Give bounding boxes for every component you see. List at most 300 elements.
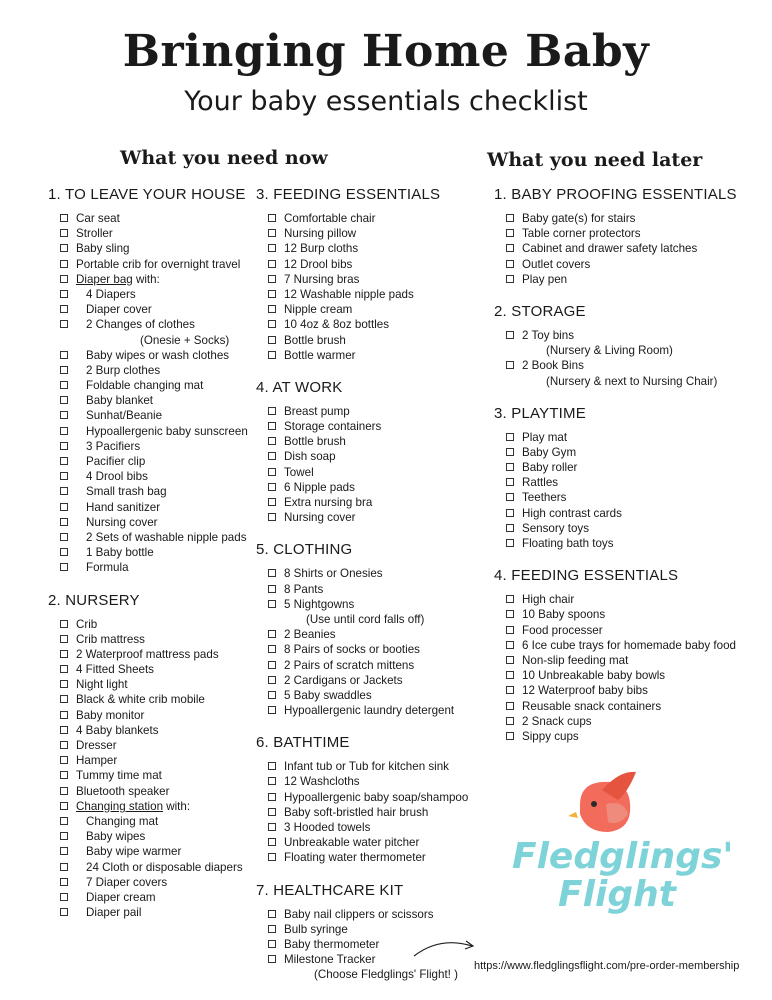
checklist-item[interactable]: [256, 449, 468, 464]
checkbox[interactable]: [60, 771, 68, 779]
checkbox[interactable]: [268, 630, 276, 638]
checklist-item[interactable]: [48, 723, 248, 738]
checkbox[interactable]: [268, 214, 276, 222]
checklist-item[interactable]: [256, 272, 468, 287]
checkbox[interactable]: [506, 595, 514, 603]
item-note: (Nursery & Living Room): [546, 344, 673, 358]
checklist-item-label: Sippy cups: [522, 729, 579, 743]
checklist-item[interactable]: [256, 404, 468, 419]
checklist-item[interactable]: [48, 677, 248, 692]
checklist-item[interactable]: [48, 393, 248, 408]
checkbox[interactable]: [506, 656, 514, 664]
checklist-item-label: Play pen: [522, 272, 568, 286]
checkbox[interactable]: [268, 513, 276, 521]
checklist-item[interactable]: [494, 506, 737, 521]
checklist-item[interactable]: [48, 560, 248, 575]
checkbox[interactable]: [506, 229, 514, 237]
checklist-item[interactable]: [494, 211, 737, 226]
checklist-item[interactable]: [48, 784, 248, 799]
checkbox[interactable]: [268, 452, 276, 460]
checklist-item[interactable]: [494, 358, 737, 373]
checklist-item-label: Sunhat/Beanie: [86, 409, 163, 423]
checkbox[interactable]: [268, 569, 276, 577]
checklist-item[interactable]: [48, 875, 248, 890]
checklist-item-label: 2 Book Bins: [522, 359, 584, 373]
checklist-item[interactable]: [48, 829, 248, 844]
checkbox[interactable]: [268, 661, 276, 669]
checkbox[interactable]: [60, 893, 68, 901]
checkbox[interactable]: [268, 940, 276, 948]
checkbox[interactable]: [268, 275, 276, 283]
checklist-item[interactable]: [48, 287, 248, 302]
section-title: 1. TO LEAVE YOUR HOUSE: [48, 186, 246, 203]
checklist-item-label: Black & white crib mobile: [76, 693, 205, 707]
checklist-item[interactable]: [256, 922, 468, 937]
checklist-item[interactable]: [256, 627, 468, 642]
checklist-item-label: [76, 273, 160, 286]
checkbox[interactable]: [60, 832, 68, 840]
checklist-item-label: Food processer: [522, 623, 603, 637]
checkbox[interactable]: [268, 706, 276, 714]
checkbox[interactable]: [268, 585, 276, 593]
footer-url-link[interactable]: https://www.fledglingsflight.com/pre-order-membership: [474, 960, 740, 972]
logo-line-2: Flight: [558, 874, 676, 915]
checklist-item-label: Diaper cover: [86, 303, 152, 317]
checklist-item-label: 3 Pacifiers: [86, 439, 141, 453]
checkbox[interactable]: [60, 503, 68, 511]
checklist: [256, 404, 468, 526]
checklist-item-label: Hand sanitizer: [86, 500, 161, 514]
checklist-item[interactable]: [256, 465, 468, 480]
checklist-item-label: Storage containers: [284, 420, 382, 434]
checklist-item-label: Floating bath toys: [522, 537, 614, 550]
checkbox[interactable]: [506, 260, 514, 268]
checklist-item[interactable]: [48, 647, 248, 662]
checkbox[interactable]: [60, 260, 68, 268]
checkbox[interactable]: [60, 620, 68, 628]
checkbox[interactable]: [60, 396, 68, 404]
checkbox[interactable]: [268, 351, 276, 359]
checklist-item[interactable]: [48, 317, 248, 332]
checklist-item-label: Play mat: [522, 430, 568, 444]
checklist-item-label: Non-slip feeding mat: [522, 653, 629, 667]
checklist-item[interactable]: [48, 545, 248, 560]
checkbox[interactable]: [268, 437, 276, 445]
checklist-item[interactable]: [48, 439, 248, 454]
checkbox[interactable]: [60, 756, 68, 764]
checklist-item[interactable]: [256, 790, 468, 805]
checklist-item-label: Infant tub or Tub for kitchen sink: [284, 760, 449, 774]
section-title: 3. PLAYTIME: [494, 404, 586, 422]
checklist-item[interactable]: [48, 799, 248, 814]
checklist-item[interactable]: [48, 378, 248, 393]
checkbox[interactable]: [60, 533, 68, 541]
checklist-item-label: 8 Shirts or Onesies: [284, 567, 383, 581]
checklist-item-label: Bottle brush: [284, 333, 346, 347]
checkbox[interactable]: [268, 955, 276, 963]
checklist-item[interactable]: [494, 536, 737, 551]
section-title: 2. STORAGE: [494, 302, 586, 320]
checklist-item[interactable]: [494, 714, 737, 729]
column-need-later: [494, 186, 737, 744]
checklist-item[interactable]: [48, 860, 248, 875]
checkbox[interactable]: [506, 361, 514, 369]
checklist-item[interactable]: [48, 738, 248, 753]
checklist-item[interactable]: [494, 460, 737, 475]
checklist-item[interactable]: [494, 729, 737, 744]
checklist-item-label: Nursing pillow: [284, 227, 357, 241]
checkbox[interactable]: [506, 478, 514, 486]
checklist-item-label: Night light: [76, 678, 128, 692]
checkbox[interactable]: [268, 407, 276, 415]
checklist-item-label: 6 Ice cube trays for homemade baby food: [522, 638, 736, 652]
checklist-item[interactable]: [494, 328, 737, 343]
checkbox[interactable]: [60, 518, 68, 526]
checklist-item[interactable]: [256, 302, 468, 317]
checklist-item[interactable]: [256, 774, 468, 789]
checklist-item-label: Stroller: [76, 227, 113, 241]
checkbox[interactable]: [268, 229, 276, 237]
checklist-item[interactable]: [48, 454, 248, 469]
checklist-item-label: 8 Pairs of socks or booties: [284, 643, 420, 657]
checklist-item-label: 4 Baby blankets: [76, 723, 159, 737]
checkbox[interactable]: [506, 509, 514, 517]
checklist-item[interactable]: [494, 683, 737, 698]
checkbox[interactable]: [506, 626, 514, 634]
checklist-item-label: Nipple cream: [284, 303, 353, 317]
checklist-item-label: 5 Baby swaddles: [284, 688, 372, 702]
checkbox[interactable]: [506, 702, 514, 710]
checklist-item[interactable]: [48, 302, 248, 317]
section-title: 7. HEALTHCARE KIT: [256, 881, 404, 899]
checklist-item[interactable]: [48, 692, 248, 707]
checkbox[interactable]: [60, 351, 68, 359]
checklist-item[interactable]: [256, 759, 468, 774]
checkbox[interactable]: [60, 214, 68, 222]
checklist-item[interactable]: [494, 257, 737, 272]
checkbox[interactable]: [268, 422, 276, 430]
checklist-item-label: Baby gate(s) for stairs: [522, 212, 636, 225]
checklist-item[interactable]: [256, 419, 468, 434]
section-title: 6. BATHTIME: [256, 734, 350, 752]
checklist-item-label: 4 Diapers: [86, 287, 136, 301]
checklist-item[interactable]: [256, 333, 468, 348]
checkbox[interactable]: [60, 726, 68, 734]
checklist-item-label: 12 Drool bibs: [284, 257, 353, 271]
checkbox[interactable]: [60, 275, 68, 283]
checklist-item[interactable]: [494, 226, 737, 241]
checklist-item[interactable]: [48, 814, 248, 829]
checklist-item[interactable]: [494, 475, 737, 490]
checkbox[interactable]: [506, 463, 514, 471]
checkbox[interactable]: [506, 493, 514, 501]
checkbox[interactable]: [60, 563, 68, 571]
checklist-item-label: Baby Gym: [522, 445, 577, 459]
checklist-item-label: Tummy time mat: [76, 769, 162, 783]
checklist-item[interactable]: [256, 434, 468, 449]
checklist-item-label: 2 Changes of clothes: [86, 318, 195, 332]
checklist-item-label: Baby wipe warmer: [86, 845, 182, 859]
checkbox[interactable]: [268, 691, 276, 699]
checkbox[interactable]: [60, 878, 68, 886]
checkbox[interactable]: [268, 808, 276, 816]
checklist-item[interactable]: [256, 257, 468, 272]
checklist-item-label: 12 Washcloths: [284, 775, 360, 789]
checkbox[interactable]: [60, 366, 68, 374]
checklist-item[interactable]: [48, 617, 248, 632]
checkbox[interactable]: [268, 793, 276, 801]
checklist-item-label: Bluetooth speaker: [76, 784, 170, 798]
checkbox[interactable]: [60, 442, 68, 450]
checklist-item-label: 6 Nipple pads: [284, 480, 355, 494]
checklist-item[interactable]: [48, 211, 248, 226]
logo-line-1: Fledglings': [512, 836, 734, 877]
checklist-item[interactable]: [494, 668, 737, 683]
item-note: (Use until cord falls off): [306, 612, 425, 626]
checklist-item[interactable]: [256, 658, 468, 673]
checkbox[interactable]: [60, 548, 68, 556]
checklist-item-label: Towel: [284, 465, 314, 479]
checklist: [256, 759, 468, 865]
checkbox[interactable]: [60, 320, 68, 328]
checklist-item[interactable]: [48, 753, 248, 768]
checkbox[interactable]: [60, 802, 68, 810]
checkbox[interactable]: [268, 910, 276, 918]
checklist-item[interactable]: [494, 653, 737, 668]
checklist-item-label: Formula: [86, 561, 129, 575]
checkbox[interactable]: [506, 524, 514, 532]
checklist-item[interactable]: [48, 890, 248, 905]
column-need-now-left: [48, 186, 248, 920]
item-note: (Nursery & next to Nursing Chair): [546, 374, 718, 388]
section-title: 5. CLOTHING: [256, 541, 353, 559]
checkbox[interactable]: [268, 600, 276, 608]
checkbox[interactable]: [506, 717, 514, 725]
checklist-item[interactable]: [494, 592, 737, 607]
checklist-item[interactable]: [494, 241, 737, 256]
checklist-item[interactable]: [48, 469, 248, 484]
checkbox[interactable]: [506, 433, 514, 441]
checklist-item[interactable]: [48, 768, 248, 783]
checkbox[interactable]: [506, 686, 514, 694]
checkbox[interactable]: [506, 214, 514, 222]
checklist-item[interactable]: [256, 688, 468, 703]
checkbox[interactable]: [268, 483, 276, 491]
checkbox[interactable]: [268, 498, 276, 506]
checklist-item[interactable]: [494, 638, 737, 653]
checklist-item-label: 5 Nightgowns: [284, 597, 355, 611]
checklist-item-label: Table corner protectors: [522, 227, 641, 241]
checkbox[interactable]: [60, 472, 68, 480]
checklist-item-label: Teethers: [522, 491, 567, 505]
checkbox[interactable]: [268, 838, 276, 846]
checkbox[interactable]: [60, 863, 68, 871]
checklist-item[interactable]: [256, 226, 468, 241]
checkbox[interactable]: [506, 732, 514, 740]
checkbox[interactable]: [60, 787, 68, 795]
checklist-item[interactable]: [256, 907, 468, 922]
checkbox[interactable]: [60, 711, 68, 719]
checklist-item-label: 7 Nursing bras: [284, 272, 360, 286]
checkbox[interactable]: [268, 676, 276, 684]
checklist-item[interactable]: [256, 820, 468, 835]
checkbox[interactable]: [506, 448, 514, 456]
checklist-item[interactable]: [48, 844, 248, 859]
checkbox[interactable]: [60, 427, 68, 435]
checkbox[interactable]: [506, 671, 514, 679]
section-title: 3. FEEDING ESSENTIALS: [256, 186, 441, 203]
item-note: (Onesie + Socks): [140, 333, 230, 347]
checklist-item[interactable]: [256, 241, 468, 256]
checklist-item-label: 2 Beanies: [284, 628, 336, 642]
checkbox[interactable]: [60, 381, 68, 389]
checklist-item[interactable]: [256, 805, 468, 820]
checkbox[interactable]: [268, 823, 276, 831]
underlined-label: Diaper bag: [76, 272, 133, 286]
checklist-item-label: Baby roller: [522, 461, 578, 475]
checklist-item[interactable]: [494, 445, 737, 460]
checkbox[interactable]: [268, 320, 276, 328]
checklist-item-label: Bottle brush: [284, 435, 346, 449]
checklist-item[interactable]: [494, 272, 737, 287]
checkbox[interactable]: [506, 244, 514, 252]
column-need-now-right: [256, 186, 468, 983]
checklist-item[interactable]: [256, 642, 468, 657]
checklist-item[interactable]: [256, 703, 468, 718]
checklist-item[interactable]: [48, 363, 248, 378]
checkbox[interactable]: [268, 336, 276, 344]
checkbox[interactable]: [268, 290, 276, 298]
checklist-item[interactable]: [48, 424, 248, 439]
checkbox[interactable]: [60, 487, 68, 495]
checklist-item[interactable]: [48, 515, 248, 530]
checklist-item[interactable]: [494, 430, 737, 445]
checklist-item-label: Rattles: [522, 476, 559, 490]
checklist-item[interactable]: [48, 662, 248, 677]
checklist-item[interactable]: [256, 597, 468, 612]
checklist-item-label: Hypoallergenic laundry detergent: [284, 704, 455, 718]
checkbox[interactable]: [60, 650, 68, 658]
checkbox[interactable]: [268, 853, 276, 861]
checklist-item[interactable]: [256, 673, 468, 688]
checkbox[interactable]: [60, 665, 68, 673]
checklist-item[interactable]: [256, 510, 468, 525]
checkbox[interactable]: [506, 641, 514, 649]
checklist-item-label: Baby nail clippers or scissors: [284, 907, 434, 921]
checklist-item-label: 12 Burp cloths: [284, 242, 359, 256]
checklist-item[interactable]: [256, 582, 468, 597]
checkbox[interactable]: [60, 411, 68, 419]
checklist-item[interactable]: [48, 905, 248, 920]
checklist-item[interactable]: [494, 623, 737, 638]
page-subtitle: Your baby essentials checklist: [184, 86, 588, 117]
checklist-item[interactable]: [256, 211, 468, 226]
checkbox[interactable]: [60, 457, 68, 465]
checklist-item[interactable]: [256, 566, 468, 581]
checklist-item[interactable]: [256, 348, 468, 363]
checkbox[interactable]: [60, 244, 68, 252]
checklist-item[interactable]: [48, 226, 248, 241]
checkbox[interactable]: [60, 290, 68, 298]
checklist-item-label: Comfortable chair: [284, 212, 376, 225]
checkbox[interactable]: [60, 817, 68, 825]
checklist-item[interactable]: [48, 632, 248, 647]
checklist-item[interactable]: [494, 521, 737, 536]
checkbox[interactable]: [60, 229, 68, 237]
checklist-item[interactable]: [494, 490, 737, 505]
checkbox[interactable]: [268, 244, 276, 252]
page-title: Bringing Home Baby: [122, 26, 650, 77]
checkbox[interactable]: [268, 925, 276, 933]
checkbox[interactable]: [268, 260, 276, 268]
checklist-item-label: Extra nursing bra: [284, 496, 373, 509]
checklist-item-label: Baby monitor: [76, 708, 145, 722]
checklist-item[interactable]: [48, 348, 248, 363]
checklist-item[interactable]: [48, 408, 248, 423]
checklist-item[interactable]: [494, 607, 737, 622]
section-title: 2. NURSERY: [48, 591, 140, 609]
checkbox[interactable]: [506, 331, 514, 339]
checkbox[interactable]: [60, 305, 68, 313]
checkbox[interactable]: [506, 275, 514, 283]
checklist-item[interactable]: [494, 699, 737, 714]
checklist-item-label: 2 Toy bins: [522, 328, 574, 342]
checklist-item[interactable]: [48, 257, 248, 272]
checkbox[interactable]: [60, 847, 68, 855]
checkbox[interactable]: [60, 680, 68, 688]
checklist-item-label: Sensory toys: [522, 521, 590, 535]
arrow-icon: [410, 936, 480, 960]
checkbox[interactable]: [268, 645, 276, 653]
section-title: 1. BABY PROOFING ESSENTIALS: [494, 186, 737, 203]
checklist: [48, 617, 248, 921]
checkbox[interactable]: [268, 777, 276, 785]
checkbox[interactable]: [506, 610, 514, 618]
checklist-item-label: 2 Waterproof mattress pads: [76, 647, 219, 661]
checklist-item-label: Baby thermometer: [284, 937, 380, 951]
checkbox[interactable]: [60, 908, 68, 916]
checklist-item[interactable]: [256, 287, 468, 302]
checklist-item[interactable]: [48, 241, 248, 256]
checklist-item[interactable]: [256, 495, 468, 510]
checkbox[interactable]: [268, 762, 276, 770]
checkbox[interactable]: [60, 695, 68, 703]
checklist-item[interactable]: [48, 500, 248, 515]
checklist-item[interactable]: [48, 272, 248, 287]
checklist-item-label: Crib: [76, 617, 98, 631]
checklist-item[interactable]: [256, 850, 468, 865]
checklist-item[interactable]: [48, 530, 248, 545]
checklist-item[interactable]: [256, 317, 468, 332]
checkbox[interactable]: [268, 468, 276, 476]
checklist-item-label: 2 Burp clothes: [86, 363, 161, 377]
checklist: [48, 211, 248, 576]
checklist-item-label: Bulb syringe: [284, 922, 348, 936]
checklist-item[interactable]: [256, 480, 468, 495]
checklist-item[interactable]: [256, 835, 468, 850]
checkbox[interactable]: [506, 539, 514, 547]
checklist-item[interactable]: [48, 484, 248, 499]
checklist-item-label: Floating water thermometer: [284, 851, 426, 865]
checklist: [494, 592, 737, 744]
checkbox[interactable]: [60, 741, 68, 749]
checkbox[interactable]: [60, 635, 68, 643]
checkbox[interactable]: [268, 305, 276, 313]
checklist-item-label: 8 Pants: [284, 582, 324, 596]
checklist-item[interactable]: [48, 708, 248, 723]
checklist-item-label: Diaper pail: [86, 906, 142, 920]
checklist-item-label: Hypoallergenic baby sunscreen: [86, 424, 248, 438]
